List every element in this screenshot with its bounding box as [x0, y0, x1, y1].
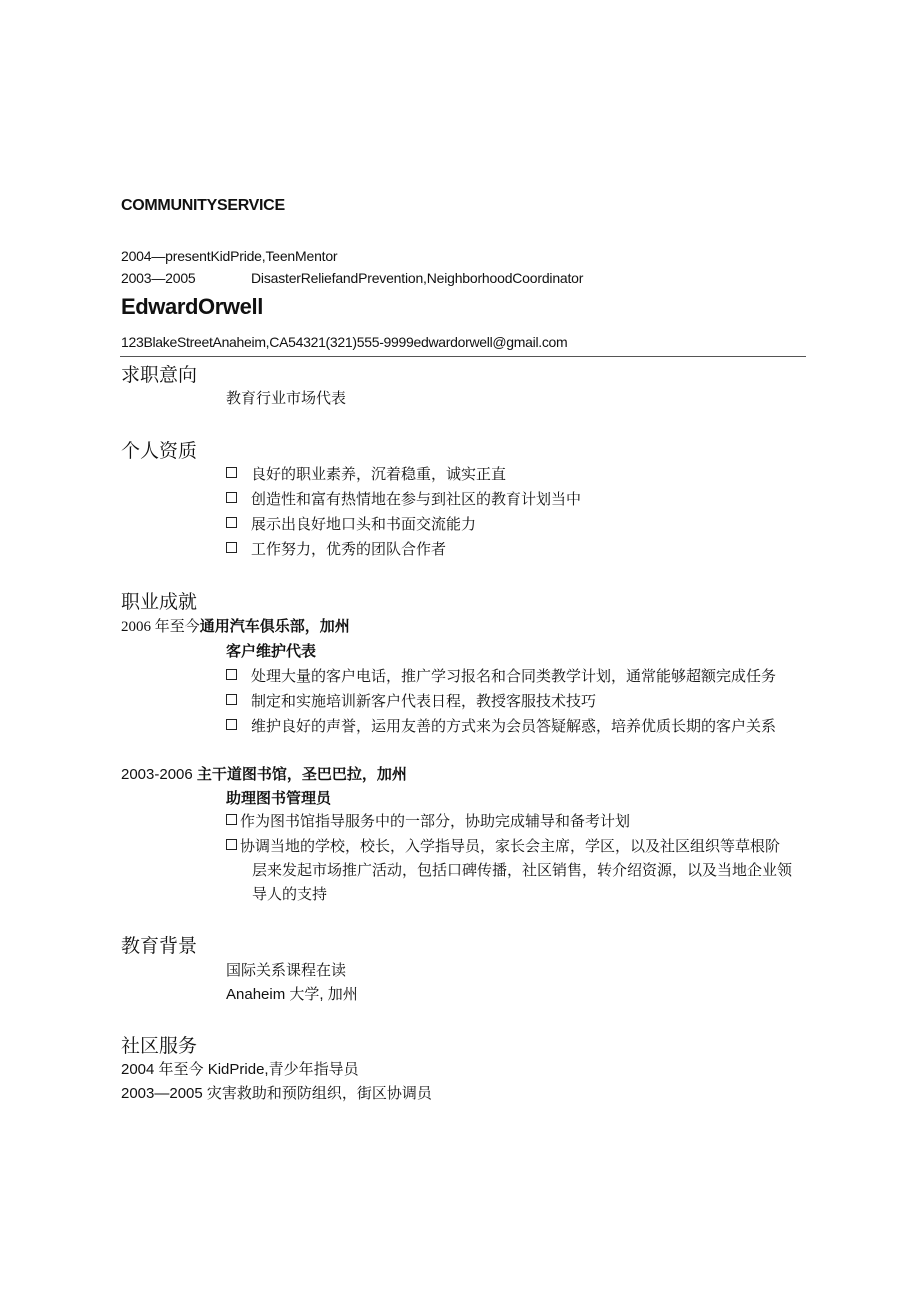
job-item: [226, 810, 630, 831]
cs-en-date: 2003—2005: [121, 270, 196, 286]
qualification-text: 良好的职业素养，沉着稳重，诚实正直: [251, 467, 507, 483]
header-divider: [120, 356, 806, 357]
education-heading: 教育背景: [121, 936, 198, 957]
job-header: [121, 615, 350, 636]
job-item: [226, 690, 596, 711]
job-item-continuation: 层来发起市场推广活动，包括口碑传播，社区销售，转介绍资源，以及当地企业领: [252, 863, 793, 879]
job-role: 助理图书管理员: [226, 790, 332, 807]
job-period: 2006 年至今: [121, 619, 200, 635]
cs-cn-text: KidPride,青少年指导员: [207, 1061, 359, 1078]
cs-cn-row: [121, 1082, 432, 1103]
qualification-item: [226, 513, 476, 534]
community-service-cn-heading: 社区服务: [121, 1036, 198, 1057]
qualification-item: [226, 538, 446, 559]
objective-text: 教育行业市场代表: [226, 391, 347, 407]
candidate-name: EdwardOrwell: [121, 294, 263, 319]
checkbox-icon: [226, 694, 237, 705]
qualification-text: 展示出良好地口头和书面交流能力: [251, 517, 477, 533]
community-service-title: COMMUNITYSERVICE: [121, 197, 285, 214]
cs-en-row: [121, 248, 337, 264]
job-item: [226, 835, 780, 856]
job-item: [226, 665, 776, 686]
job-item-text: 作为图书馆指导服务中的一部分，协助完成辅导和备考计划: [240, 814, 631, 830]
job-org: 通用汽车俱乐部，加州: [199, 618, 350, 635]
achievements-heading: 职业成就: [121, 592, 198, 613]
job-org: 主干道图书馆，圣巴巴拉，加州: [196, 766, 407, 783]
job-item-text: 处理大量的客户电话，推广学习报名和合同类教学计划，通常能够超额完成任务: [251, 669, 777, 685]
cs-en-date: 2004—present: [121, 248, 211, 264]
qualification-text: 工作努力，优秀的团队合作者: [251, 542, 447, 558]
objective-heading: 求职意向: [121, 365, 198, 386]
checkbox-icon: [226, 814, 237, 825]
qualification-item: [226, 488, 581, 509]
cs-en-row: [121, 270, 196, 286]
checkbox-icon: [226, 517, 237, 528]
checkbox-icon: [226, 492, 237, 503]
qualifications-heading: 个人资质: [121, 441, 198, 462]
checkbox-icon: [226, 542, 237, 553]
job-item-continuation: 导人的支持: [252, 887, 328, 903]
cs-en-text: DisasterReliefandPrevention,NeighborhoodCoordinator: [251, 270, 584, 286]
job-header: [121, 763, 407, 784]
checkbox-icon: [226, 467, 237, 478]
job-period: 2003-2006: [121, 766, 193, 783]
job-item-text: 制定和实施培训新客户代表日程，教授客服技术技巧: [251, 694, 597, 710]
cs-cn-date: 2003—2005: [121, 1085, 203, 1102]
education-line: 国际关系课程在读: [226, 963, 347, 979]
job-item-text: 协调当地的学校，校长，入学指导员，家长会主席，学区，以及社区组织等草根阶: [240, 839, 781, 855]
checkbox-icon: [226, 669, 237, 680]
checkbox-icon: [226, 839, 237, 850]
education-line: Anaheim 大学, 加州: [226, 986, 358, 1003]
qualification-item: [226, 463, 506, 484]
job-item: [226, 715, 776, 736]
cs-cn-row: [121, 1058, 359, 1079]
cs-en-text: KidPride,TeenMentor: [210, 248, 338, 264]
job-item-text: 维护良好的声誉，运用友善的方式来为会员答疑解惑，培养优质长期的客户关系: [251, 719, 777, 735]
cs-cn-text: 灾害救助和预防组织，街区协调员: [206, 1086, 432, 1102]
cs-cn-date: 2004 年至今: [121, 1061, 204, 1078]
qualification-text: 创造性和富有热情地在参与到社区的教育计划当中: [251, 492, 582, 508]
job-role: 客户维护代表: [226, 643, 317, 660]
checkbox-icon: [226, 719, 237, 730]
contact-line: 123BlakeStreetAnaheim,CA54321(321)555-9999edwardorwell@gmail.com: [121, 334, 568, 350]
